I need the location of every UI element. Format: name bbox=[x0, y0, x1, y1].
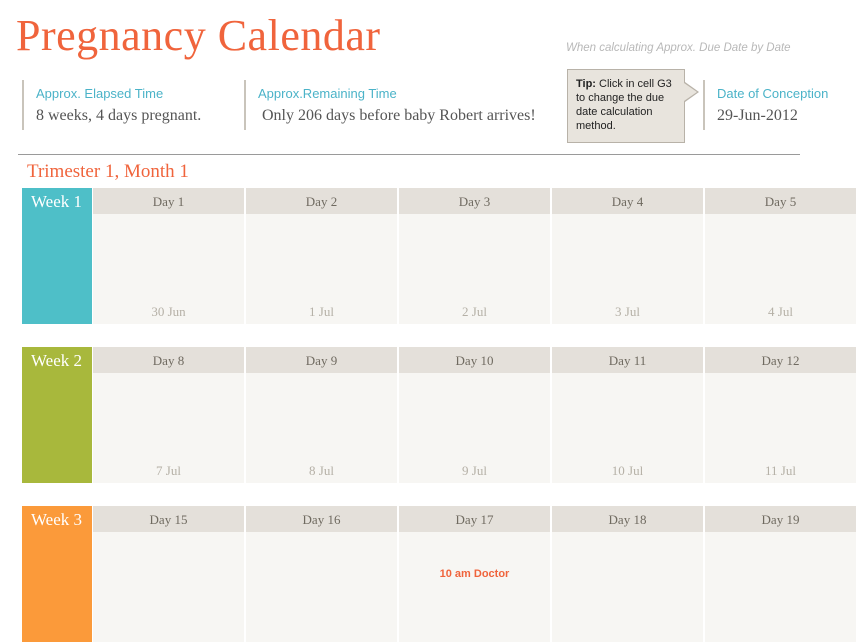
week-label[interactable]: Week 3 bbox=[22, 506, 92, 642]
day-header: Day 15 bbox=[93, 506, 244, 532]
day-date: 10 Jul bbox=[611, 463, 644, 478]
day-cell[interactable] bbox=[399, 188, 550, 324]
page-title: Pregnancy Calendar bbox=[16, 11, 381, 60]
elapsed-time-value[interactable]: 8 weeks, 4 days pregnant. bbox=[36, 107, 202, 124]
day-header: Day 18 bbox=[552, 506, 703, 532]
day-date: 4 Jul bbox=[768, 304, 793, 319]
elapsed-time-label: Approx. Elapsed Time bbox=[36, 86, 164, 101]
day-header: Day 16 bbox=[246, 506, 397, 532]
week-label[interactable]: Week 2 bbox=[22, 347, 92, 483]
week-row-3 bbox=[0, 506, 800, 642]
week-label[interactable]: Week 1 bbox=[22, 188, 92, 324]
tip-callout bbox=[567, 69, 685, 143]
day-cell[interactable] bbox=[246, 506, 397, 642]
day-cell[interactable] bbox=[552, 347, 703, 483]
day-cell[interactable] bbox=[552, 506, 703, 642]
day-header: Day 11 bbox=[552, 347, 703, 373]
week-row-2 bbox=[0, 347, 800, 483]
day-cell[interactable] bbox=[93, 506, 244, 642]
day-header: Day 9 bbox=[246, 347, 397, 373]
day-header: Day 19 bbox=[705, 506, 856, 532]
day-cell[interactable] bbox=[399, 347, 550, 483]
day-header: Day 12 bbox=[705, 347, 856, 373]
remaining-time-panel bbox=[244, 80, 536, 130]
day-event: 10 am Doctor bbox=[439, 568, 510, 580]
day-header: Day 4 bbox=[552, 188, 703, 214]
day-header: Day 17 bbox=[399, 506, 550, 532]
trimester-heading: Trimester 1, Month 1 bbox=[27, 161, 189, 182]
remaining-time-label: Approx.Remaining Time bbox=[258, 86, 397, 101]
conception-date-panel bbox=[703, 80, 829, 130]
day-cell[interactable] bbox=[93, 347, 244, 483]
day-cell[interactable] bbox=[399, 506, 550, 642]
day-date: 2 Jul bbox=[462, 304, 487, 319]
day-header: Day 10 bbox=[399, 347, 550, 373]
day-header: Day 3 bbox=[399, 188, 550, 214]
day-cell[interactable] bbox=[705, 347, 856, 483]
day-date: 7 Jul bbox=[156, 463, 181, 478]
conception-date-value[interactable]: 29-Jun-2012 bbox=[717, 107, 798, 124]
day-header: Day 1 bbox=[93, 188, 244, 214]
day-header: Day 5 bbox=[705, 188, 856, 214]
tip-callout-pointer-fill bbox=[684, 83, 697, 101]
tip-text: Click in cell G3 to change the due date calculation method. bbox=[576, 78, 672, 132]
day-header: Day 2 bbox=[246, 188, 397, 214]
due-date-hint: When calculating Approx. Due Date by Date bbox=[566, 42, 791, 54]
day-date: 11 Jul bbox=[765, 463, 796, 478]
elapsed-time-panel bbox=[22, 80, 202, 130]
day-date: 30 Jun bbox=[151, 304, 186, 319]
day-cell[interactable] bbox=[246, 347, 397, 483]
tip-bold-label: Tip: bbox=[576, 78, 596, 90]
week-row-1 bbox=[0, 188, 800, 324]
header-divider bbox=[18, 154, 800, 155]
day-cell[interactable] bbox=[705, 506, 856, 642]
day-date: 9 Jul bbox=[462, 463, 487, 478]
day-cell[interactable] bbox=[552, 188, 703, 324]
day-date: 8 Jul bbox=[309, 463, 334, 478]
day-cell[interactable] bbox=[246, 188, 397, 324]
day-header: Day 8 bbox=[93, 347, 244, 373]
day-cell[interactable] bbox=[93, 188, 244, 324]
conception-date-label: Date of Conception bbox=[717, 86, 829, 101]
remaining-time-value[interactable]: Only 206 days before baby Robert arrives! bbox=[262, 107, 536, 124]
day-date: 1 Jul bbox=[309, 304, 334, 319]
day-cell[interactable] bbox=[705, 188, 856, 324]
day-date: 3 Jul bbox=[615, 304, 640, 319]
